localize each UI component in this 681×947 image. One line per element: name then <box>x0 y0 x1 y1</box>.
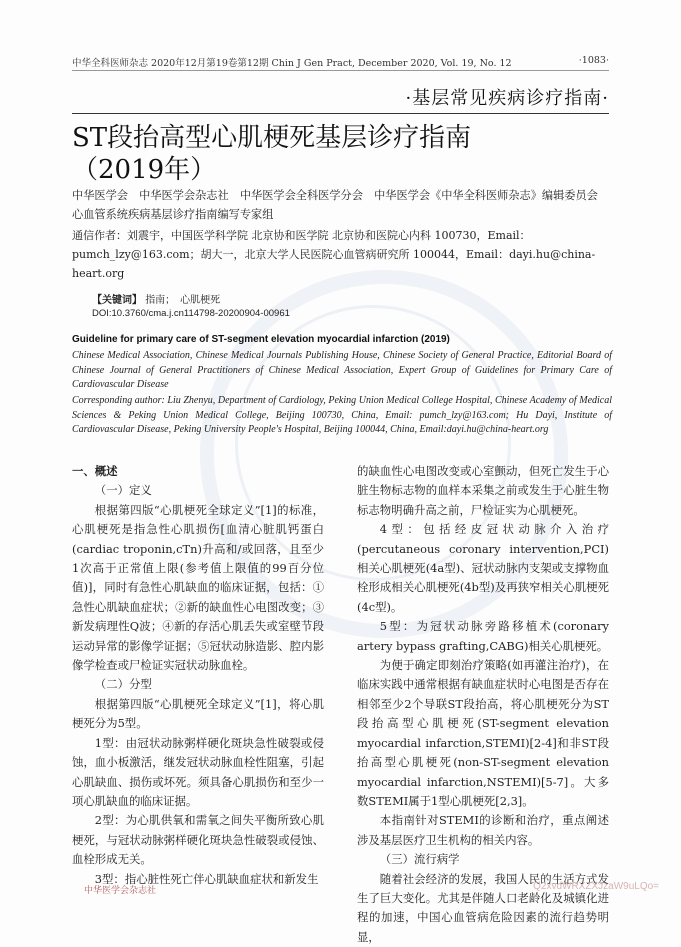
paragraph-type2: 2型：为心肌供氧和需氧之间失平衡所致心肌梗死，与冠状动脉粥样硬化斑块急性破裂或侵蚀、血栓形成无关。 <box>72 813 324 867</box>
paragraph-definition: 根据第四版“心肌梗死全球定义”[1]的标准，心肌梗死是指急性心肌损伤[血清心脏肌钙蛋白(cardiac troponin,cTn)升高和/或回落，且至少1次高于正常值上限(参考值上限值的99百分位值)]，同时有急性心肌缺血的临床证据，包括：①急性心肌缺血症状；②新的缺血性心电图改变；③新发病理性Q波；④新的存活心肌丢失或室壁节段运动异常的影像学证据；⑤冠状动脉造影、腔内影像学检查或尸检证实冠状动脉血栓。 <box>72 502 324 673</box>
header-rule <box>72 70 609 71</box>
subheading-epidemiology: （三）流行病学 <box>379 852 460 867</box>
journal-citation: 中华全科医师杂志 2020年12月第19卷第12期 Chin J Gen Pract, December 2020, Vol. 19, No. 12 <box>72 58 512 69</box>
section-heading-overview: 一、概述 <box>72 464 118 478</box>
paragraph-stemi-classification: 为便于确定即刻治疗策略(如再灌注治疗)，在临床实践中通常根据有缺血症状时心电图是否存在相邻至少2个导联ST段抬高，将心肌梗死分为ST段抬高型心肌梗死(ST-segment elevation myocardial infarction,STEMI)[2-4]和非ST段抬高型心肌梗死(non-ST-segment elevation myocardial infarction,NSTEMI)[5-7]。大多数STEMI属于1型心肌梗死[2,3]。 <box>357 658 609 808</box>
title-line-2: （2019年） <box>72 155 217 185</box>
keywords-text: 指南； 心肌梗死 <box>145 295 221 306</box>
column-tag: ·基层常见疾病诊疗指南· <box>405 88 609 109</box>
english-title: Guideline for primary care of ST-segment elevation myocardial infarction (2019) <box>72 334 450 345</box>
title-line-1: ST段抬高型心肌梗死基层诊疗指南 <box>72 123 472 153</box>
left-column <box>72 462 324 889</box>
article-title <box>72 122 592 186</box>
running-header <box>72 55 609 69</box>
column-rule <box>72 113 609 114</box>
doi[interactable]: DOI:10.3760/cma.j.cn114798-20200904-00961 <box>92 308 290 319</box>
keywords <box>92 291 220 306</box>
keywords-label: 【关键词】 <box>92 295 142 306</box>
paragraph-type5: 5型：为冠状动脉旁路移植术(coronary artery bypass grafting,CABG)相关心肌梗死。 <box>357 619 609 653</box>
paragraph-type3-cont: 的缺血性心电图改变或心室颤动，但死亡发生于心脏生物标志物的血样本采集之前或发生于心脏生物标志物明确升高之前，尸检证实为心肌梗死。 <box>357 464 609 517</box>
paragraph-classification: 根据第四版“心肌梗死全球定义”[1]，将心肌梗死分为5型。 <box>72 696 324 731</box>
publisher-logo: 中华医学会杂志社 <box>84 886 157 896</box>
paragraph-epidemiology: 随着社会经济的发展，我国人民的生活方式发生了巨大变化。尤其是伴随人口老龄化及城镇化进程的加速，中国心血管病危险因素的流行趋势明显， <box>357 871 609 944</box>
page-number: ·1083· <box>578 55 609 66</box>
paragraph-type3: 3型：指心脏性死亡伴心肌缺血症状和新发生 <box>94 871 319 886</box>
correspondence: 通信作者：刘震宇，中国医学科学院 北京协和医学院 北京协和医院心内科 100730，Email：pumch_lzy@163.com；胡大一，北京大学人民医院心血管病研究所 100044，Email：dayi.hu@china-heart.org <box>72 229 596 280</box>
subheading-classification: （二）分型 <box>94 677 152 692</box>
paragraph-type4: 4型：包括经皮冠状动脉介入治疗(percutaneous coronary intervention,PCI)相关心肌梗死(4a型)、冠状动脉内支架或支撑物血栓形成相关心肌梗死(4b型)及再狭窄相关心肌梗死(4c型)。 <box>357 522 609 614</box>
paragraph-type1: 1型：由冠状动脉粥样硬化斑块急性破裂或侵蚀，血小板激活，继发冠状动脉血栓性阻塞，引起心肌缺血、损伤或坏死。须具备心肌损伤和至少一项心肌缺血的临床证据。 <box>72 735 324 808</box>
subheading-definition: （一）定义 <box>94 483 152 498</box>
english-authors: Chinese Medical Association, Chinese Medical Journals Publishing House, Chinese Society of General Practice, Editorial Board of Chinese Journal of General Practitioners of Chinese Medical Association, Expert Group of Guidelines for Primary Care of Cardiovascular Disease <box>72 350 612 390</box>
paragraph-scope: 本指南针对STEMI的诊断和治疗，重点阐述涉及基层医疗卫生机构的相关内容。 <box>357 813 609 847</box>
english-correspondence: Corresponding author: Liu Zhenyu, Department of Cardiology, Peking Union Medical College Hospital, Chinese Academy of Medical Sciences & Peking Union Medical College, Beijing 100730, China, Email: pumch_lzy@163.com; Hu Dayi, Institute of Cardiovascular Disease, Peking University People's Hospital, Beijing 100044, China, Email:dayi.hu@china-heart.org <box>72 395 612 435</box>
footer-code: Q2xvdWRXZXJzaW9uLQo= <box>533 881 659 892</box>
authors: 中华医学会 中华医学会杂志社 中华医学会全科医学分会 中华医学会《中华全科医师杂志》编辑委员会 心血管系统疾病基层诊疗指南编写专家组 <box>72 189 610 221</box>
right-column <box>357 462 609 947</box>
